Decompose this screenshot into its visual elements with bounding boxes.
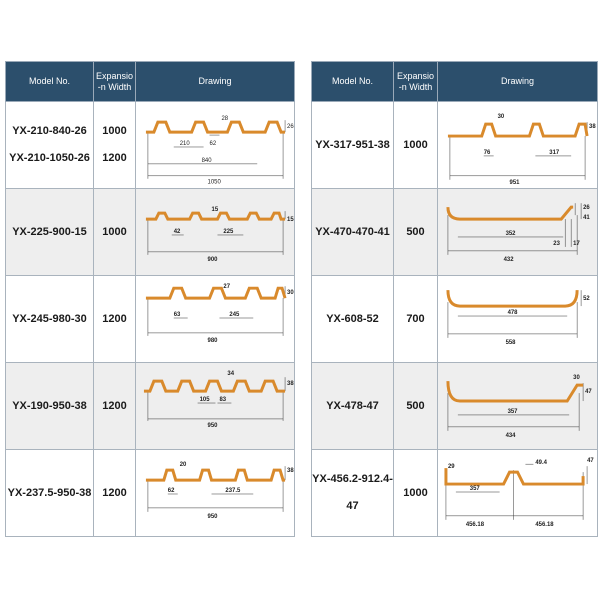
table-row — [312, 102, 598, 189]
dim-label: 950 — [207, 513, 218, 520]
width-label: 1200 — [102, 486, 127, 499]
table-row — [312, 363, 598, 450]
dim-label: 432 — [503, 256, 514, 263]
dim-label: 47 — [585, 389, 592, 396]
dim-label: 38 — [287, 381, 294, 388]
dim-label: 27 — [223, 284, 231, 291]
model-label: YX-456.2-912.4-47 — [312, 473, 393, 512]
dim-label: 38 — [589, 124, 596, 131]
width-cell — [94, 276, 136, 363]
profile-line — [448, 290, 577, 306]
width-cell — [394, 363, 438, 450]
profile-drawing — [136, 276, 294, 362]
dim-label: 63 — [173, 312, 181, 319]
dim-label: 245 — [229, 312, 240, 319]
profile-line — [146, 122, 285, 132]
dim-label: 456.18 — [465, 521, 485, 528]
width-cell — [94, 189, 136, 276]
dim-label: 26 — [583, 205, 590, 212]
width-cell — [394, 102, 438, 189]
profile-line — [146, 470, 285, 480]
dim-label: 52 — [583, 296, 590, 303]
width-cell — [394, 450, 438, 537]
table-row — [312, 276, 598, 363]
model-cell — [6, 102, 94, 189]
width-cell — [94, 102, 136, 189]
dim-label: 352 — [505, 230, 516, 237]
table-row — [312, 450, 598, 537]
model-label: YX-470-470-41 — [315, 225, 390, 238]
dim-label: 42 — [173, 228, 181, 235]
profile-drawing — [438, 450, 597, 536]
dim-label: 23 — [553, 240, 560, 247]
width-label: 1000 — [102, 225, 127, 238]
header-model: Model No. — [312, 62, 394, 102]
header-drawing: Drawing — [136, 62, 295, 102]
width-label: 1000 — [403, 138, 428, 151]
model-cell — [312, 450, 394, 537]
dim-label: 980 — [207, 337, 218, 344]
header-width-line1: Expansio — [396, 70, 435, 81]
width-cell — [94, 450, 136, 537]
dim-label: 49.4 — [535, 460, 547, 467]
table-header-row — [312, 62, 598, 102]
model-label: YX-245-980-30 — [12, 312, 87, 325]
dim-label: 950 — [207, 422, 218, 429]
model-label: YX-478-47 — [326, 399, 379, 412]
spec-table-right — [311, 61, 598, 537]
model-label: YX-608-52 — [326, 312, 379, 325]
header-width — [94, 62, 136, 102]
header-width-line2: -n Width — [97, 81, 132, 92]
profile-drawing — [136, 363, 294, 449]
drawing-cell — [438, 363, 598, 450]
profile-drawing — [136, 450, 294, 536]
dim-label: 558 — [505, 339, 516, 346]
table-row — [6, 276, 295, 363]
dim-label: 456.18 — [535, 521, 554, 528]
profile-drawing — [438, 363, 597, 449]
dim-label: 105 — [199, 397, 210, 404]
dim-label: 317 — [549, 149, 560, 156]
model-label: YX-225-900-15 — [12, 225, 87, 238]
width-label: 1200 — [102, 152, 127, 164]
model-label: YX-210-1050-26 — [9, 152, 90, 164]
model-label: YX-317-951-38 — [315, 138, 390, 151]
dim-label: 15 — [211, 207, 219, 214]
dim-label: 28 — [221, 116, 229, 123]
drawing-cell — [438, 276, 598, 363]
drawing-cell — [136, 102, 295, 189]
dim-label: 47 — [587, 458, 594, 465]
width-label: 1200 — [102, 312, 127, 325]
dim-label: 840 — [201, 157, 212, 164]
drawing-cell — [438, 102, 598, 189]
width-label: 1200 — [102, 399, 127, 412]
dim-label: 26 — [287, 124, 294, 131]
profile-drawing — [136, 102, 294, 188]
profile-line — [446, 468, 583, 484]
dim-label: 210 — [179, 141, 190, 147]
dim-label: 29 — [447, 464, 455, 471]
dimension-lines — [450, 122, 587, 180]
dim-label: 900 — [207, 256, 218, 263]
header-width — [394, 62, 438, 102]
model-cell — [6, 276, 94, 363]
model-label: YX-237.5-950-38 — [7, 486, 92, 499]
model-label: YX-210-840-26 — [12, 125, 87, 137]
model-cell — [6, 363, 94, 450]
profile-drawing — [438, 276, 597, 362]
profile-drawing — [136, 189, 294, 275]
profile-drawing — [438, 102, 597, 188]
table-row — [6, 102, 295, 189]
model-cell — [6, 189, 94, 276]
profile-line — [146, 288, 285, 298]
dim-label: 83 — [219, 397, 227, 404]
width-label: 1000 — [102, 125, 127, 137]
header-model: Model No. — [6, 62, 94, 102]
dim-label: 15 — [287, 217, 294, 224]
table-row — [6, 450, 295, 537]
dim-label: 951 — [509, 179, 520, 186]
width-cell — [94, 363, 136, 450]
width-label: 500 — [406, 225, 425, 238]
model-cell — [312, 102, 394, 189]
width-label: 700 — [406, 312, 425, 325]
dim-label: 30 — [497, 114, 505, 121]
dim-label: 20 — [179, 462, 187, 469]
header-width-line1: Expansio — [95, 70, 134, 81]
dim-label: 41 — [583, 215, 590, 222]
header-drawing: Drawing — [438, 62, 598, 102]
dim-label: 76 — [483, 149, 491, 156]
profile-line — [448, 124, 587, 136]
drawing-cell — [136, 189, 295, 276]
model-label: YX-190-950-38 — [12, 399, 87, 412]
width-label: 500 — [406, 399, 425, 412]
table-row — [6, 363, 295, 450]
dim-label: 237.5 — [225, 488, 241, 495]
model-cell — [312, 363, 394, 450]
dim-label: 30 — [287, 290, 294, 297]
dim-label: 30 — [573, 375, 580, 382]
header-width-line2: -n Width — [398, 81, 433, 92]
model-cell — [312, 189, 394, 276]
dimension-lines — [148, 286, 285, 336]
dim-label: 38 — [287, 468, 294, 475]
drawing-cell — [136, 450, 295, 537]
profile-drawing — [438, 189, 597, 275]
drawing-cell — [438, 450, 598, 537]
spec-table-left — [5, 61, 295, 537]
dim-label: 225 — [223, 228, 234, 235]
width-cell — [394, 189, 438, 276]
dim-label: 62 — [209, 141, 217, 147]
dim-label: 478 — [507, 310, 518, 317]
table-header-row — [6, 62, 295, 102]
drawing-cell — [136, 363, 295, 450]
model-cell — [312, 276, 394, 363]
dim-label: 1050 — [207, 179, 221, 186]
dim-label: 34 — [227, 371, 235, 378]
model-cell — [6, 450, 94, 537]
drawing-cell — [136, 276, 295, 363]
dimension-lines — [448, 203, 581, 255]
table-row — [312, 189, 598, 276]
dimension-lines — [448, 383, 583, 431]
dim-label: 17 — [573, 240, 580, 247]
dim-label: 357 — [469, 486, 480, 493]
profile-line — [448, 381, 583, 401]
drawing-cell — [438, 189, 598, 276]
profile-line — [146, 213, 285, 219]
table-row — [6, 189, 295, 276]
dim-label: 357 — [507, 408, 518, 415]
profile-line — [448, 207, 573, 219]
dim-label: 434 — [505, 432, 516, 439]
width-label: 1000 — [403, 486, 428, 499]
width-cell — [394, 276, 438, 363]
dim-label: 62 — [167, 488, 175, 495]
profile-line — [144, 381, 285, 391]
